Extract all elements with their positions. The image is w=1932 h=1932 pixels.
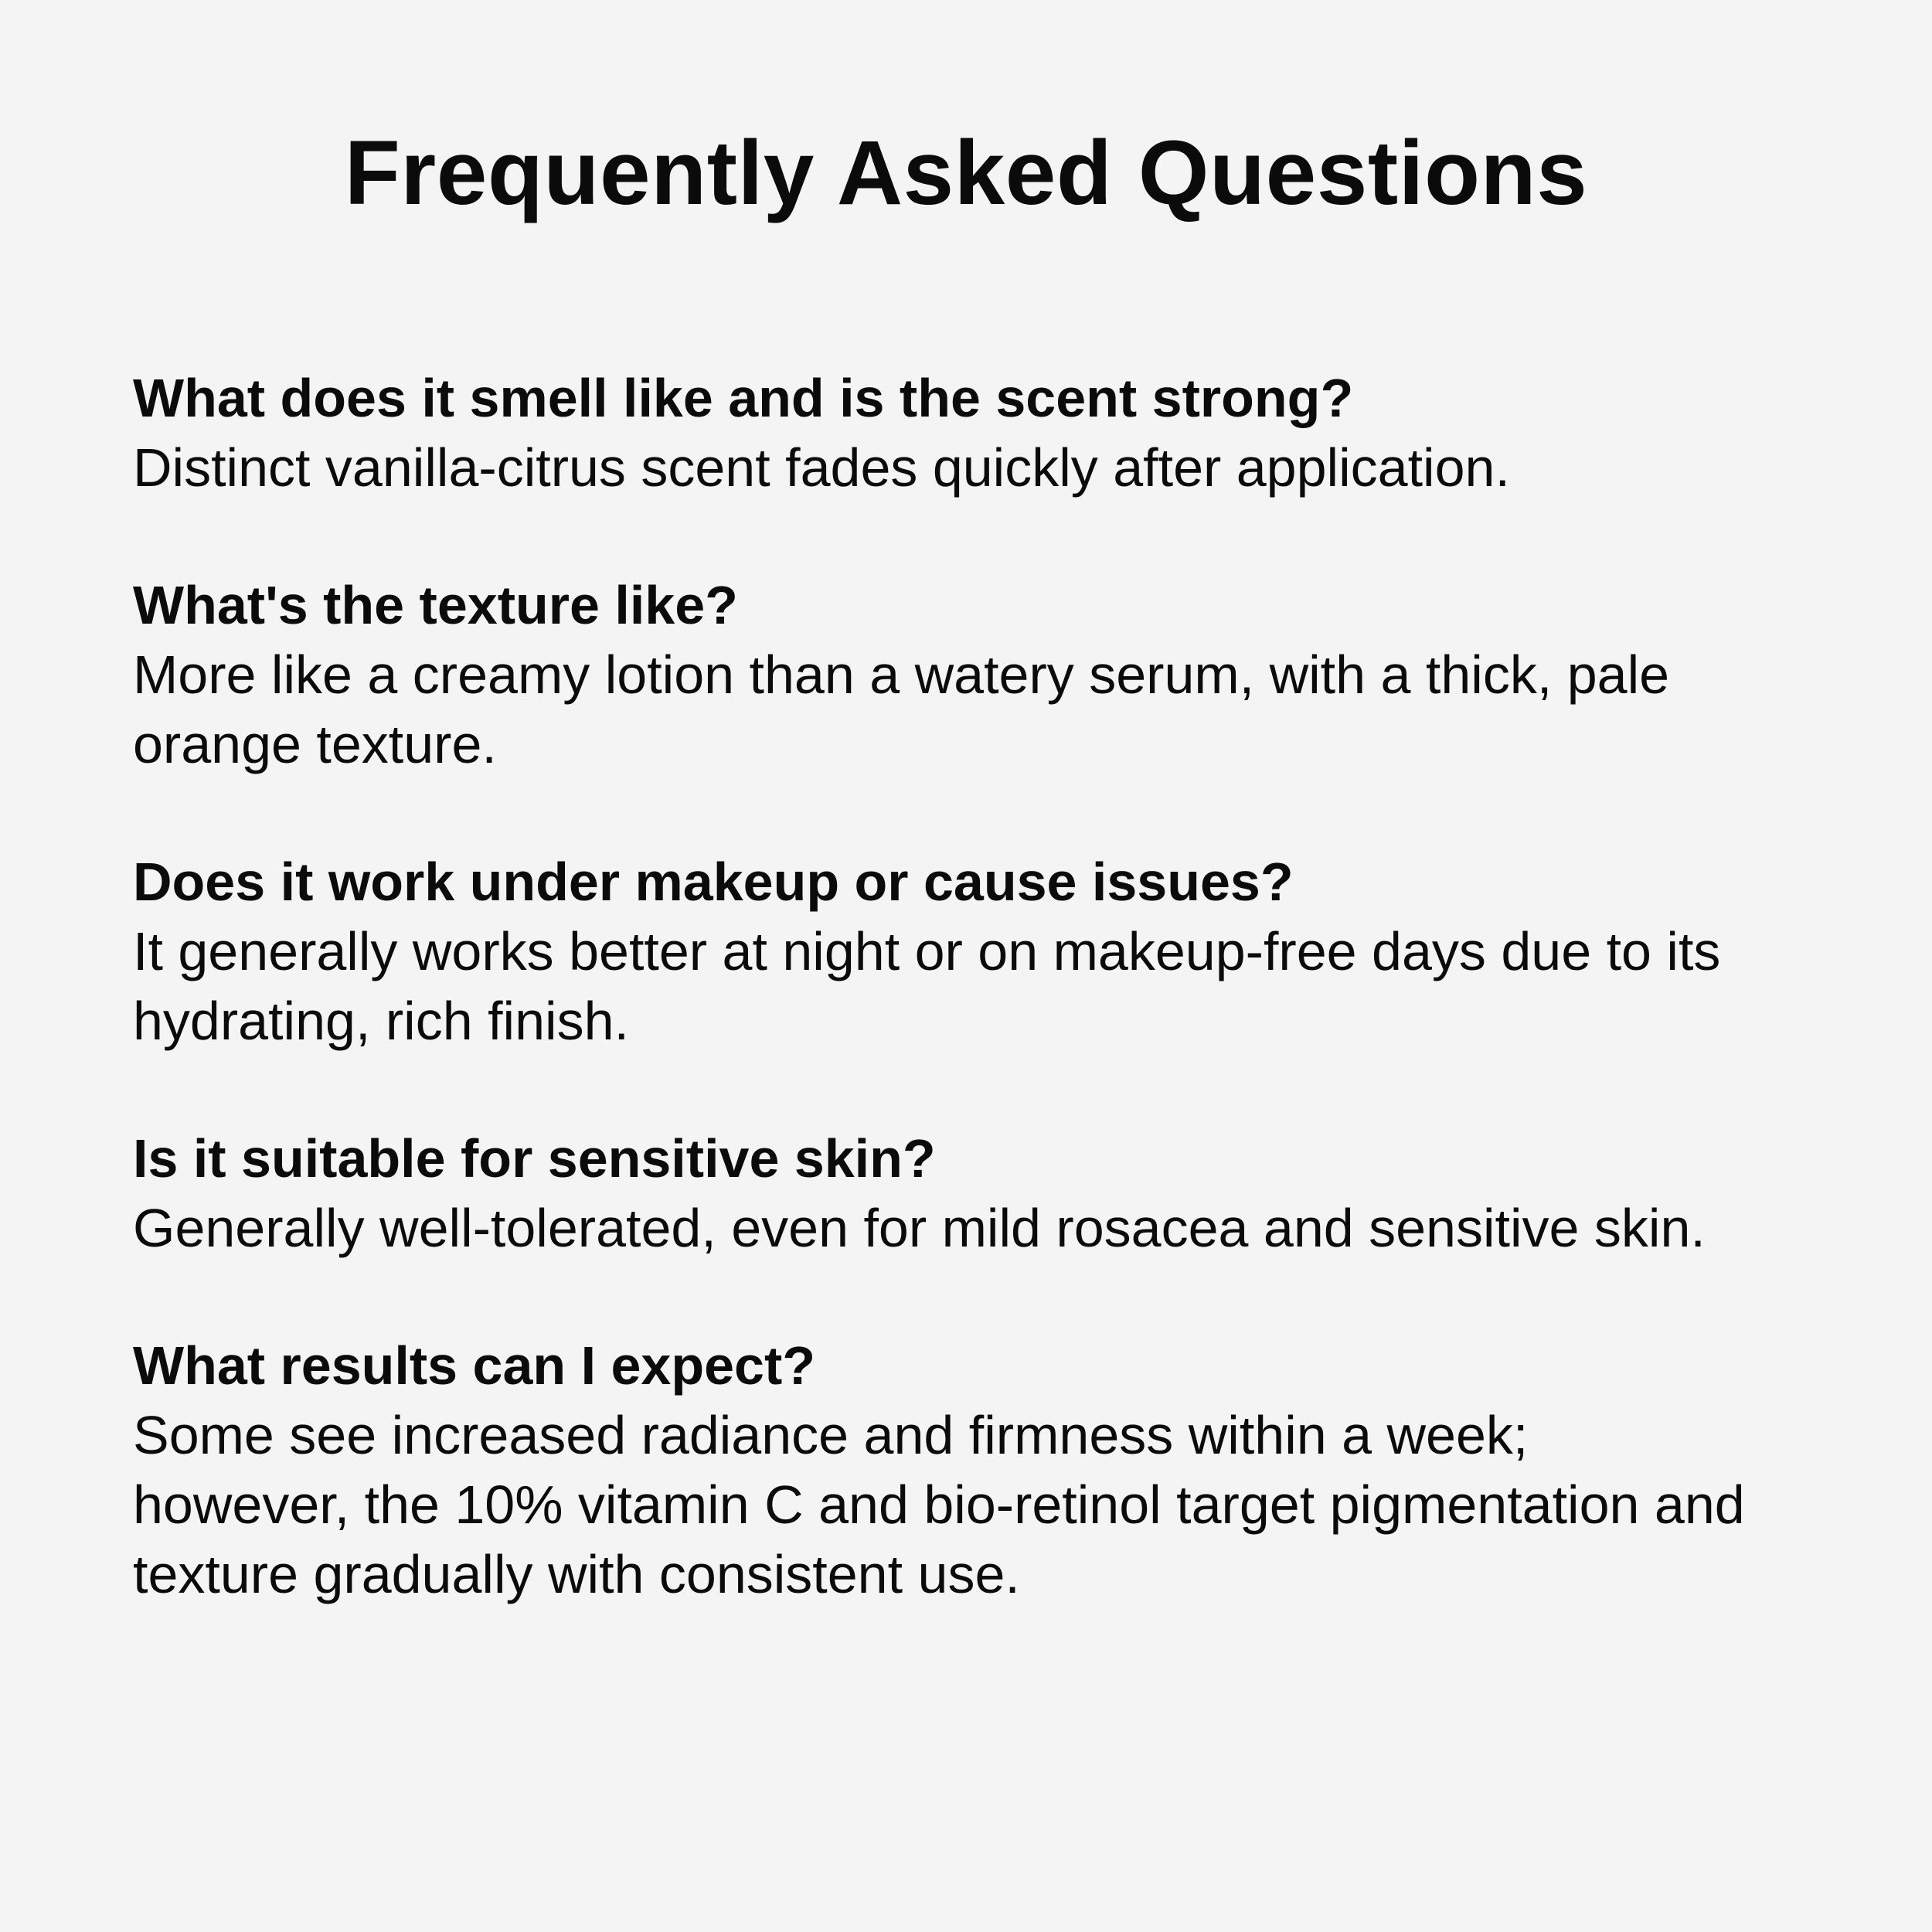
faq-question: What's the texture like? bbox=[133, 575, 738, 635]
faq-answer: Some see increased radiance and firmness within a week; however, the 10% vitamin C and bio-retinol target pigmentation and texture gradually with consistent use. bbox=[133, 1405, 1745, 1604]
faq-item bbox=[133, 570, 1818, 779]
faq-answer: It generally works better at night or on makeup-free days due to its hydrating, rich finish. bbox=[133, 921, 1721, 1051]
faq-item bbox=[133, 1124, 1818, 1263]
faq-list bbox=[133, 363, 1818, 1677]
faq-answer: Distinct vanilla-citrus scent fades quickly after application. bbox=[133, 437, 1510, 498]
page-title: Frequently Asked Questions bbox=[344, 122, 1588, 224]
faq-question: Does it work under makeup or cause issues? bbox=[133, 852, 1294, 912]
faq-answer: More like a creamy lotion than a watery serum, with a thick, pale orange texture. bbox=[133, 645, 1670, 774]
faq-question: What results can I expect? bbox=[133, 1335, 816, 1396]
faq-item bbox=[133, 363, 1818, 502]
faq-item bbox=[133, 1331, 1818, 1609]
faq-question: What does it smell like and is the scent strong? bbox=[133, 368, 1354, 428]
faq-question: Is it suitable for sensitive skin? bbox=[133, 1128, 936, 1189]
faq-answer: Generally well-tolerated, even for mild rosacea and sensitive skin. bbox=[133, 1198, 1706, 1258]
faq-item bbox=[133, 847, 1818, 1056]
